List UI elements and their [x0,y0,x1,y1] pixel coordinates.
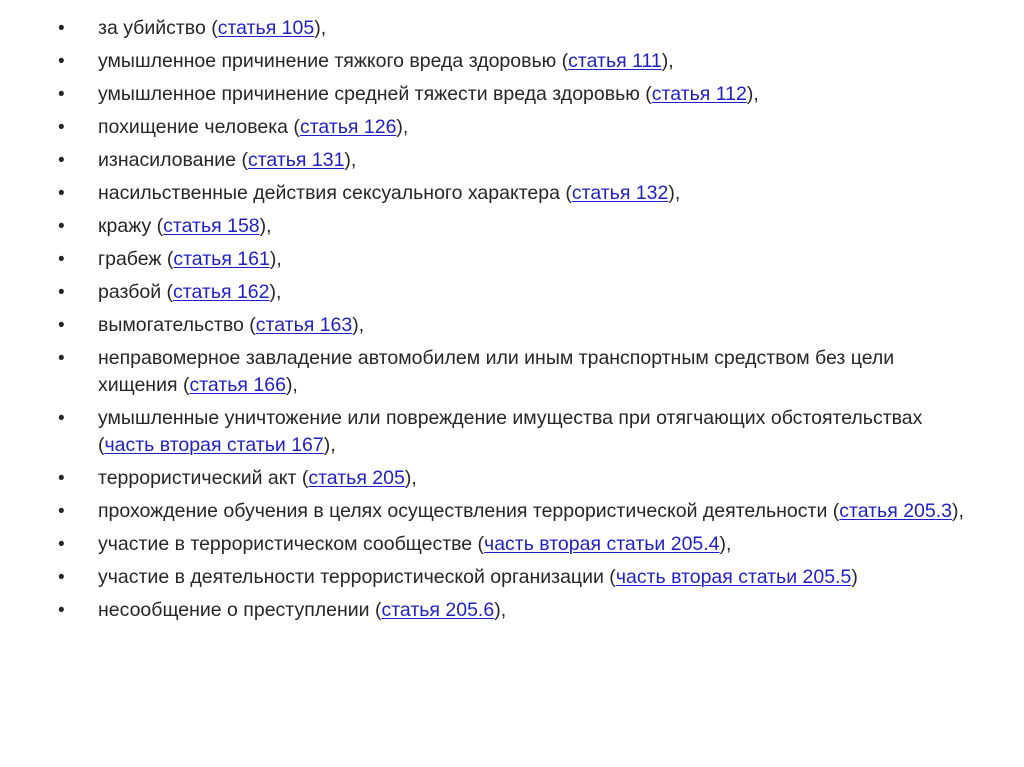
list-item [0,15,968,42]
bullet: • [58,183,65,204]
list-item [0,531,968,558]
article-link[interactable]: статья 162 [173,281,270,303]
item-suffix: ), [269,281,282,303]
item-suffix: ), [285,374,298,396]
article-link[interactable]: статья 205.3 [839,500,952,522]
bullet: • [58,51,65,72]
item-text: разбой ( [98,281,174,303]
article-link[interactable]: статья 126 [299,116,397,138]
bullet: • [58,348,65,369]
item-text: за убийство ( [98,17,218,39]
item-suffix: ), [494,599,507,621]
item-suffix: ), [352,314,365,336]
article-link[interactable]: статья 112 [651,83,747,105]
item-text: умышленное причинение тяжкого вреда здоровью ( [98,50,569,72]
bullet: • [58,216,65,237]
bullet: • [58,408,65,429]
item-suffix: ), [719,533,732,555]
list-item [0,405,968,459]
list-item [0,147,968,174]
bullet: • [58,18,65,39]
list-item [0,213,968,240]
article-link[interactable]: статья 205 [308,467,405,489]
article-link[interactable]: часть вторая статьи 205.5 [615,566,852,588]
list-item [0,81,968,108]
list-item [0,312,968,339]
article-link[interactable]: статья 163 [255,314,353,336]
bullet: • [58,567,65,588]
article-link[interactable]: статья 166 [189,374,286,396]
item-text: умышленные уничтожение или повреждение имущества при отягчающих обстоятельствах ( [98,407,923,456]
item-suffix: ), [952,500,964,522]
item-text: кражу ( [98,215,164,237]
item-suffix: ), [661,50,674,72]
item-text: прохождение обучения в целях осуществления террористической деятельности ( [98,500,840,522]
article-link[interactable]: статья 131 [247,149,345,171]
article-link[interactable]: статья 161 [173,248,270,270]
item-suffix: ), [314,17,327,39]
list-item [0,246,968,273]
item-text: умышленное причинение средней тяжести вреда здоровью ( [98,83,652,105]
article-link[interactable]: статья 205.6 [381,599,495,621]
item-text: похищение человека ( [98,116,300,138]
item-suffix: ), [668,182,681,204]
item-suffix: ) [851,566,858,588]
bullet: • [58,468,65,489]
item-text: террористический акт ( [98,467,309,489]
item-text: насильственные действия сексуального характера ( [98,182,572,204]
list-item [0,498,968,525]
bullet: • [58,249,65,270]
item-text: участие в террористическом сообществе ( [98,533,485,555]
article-link[interactable]: статья 158 [163,215,260,237]
list-item [0,564,968,591]
article-link[interactable]: часть вторая статьи 167 [104,434,324,456]
article-link[interactable]: статья 111 [568,50,662,72]
bullet: • [58,117,65,138]
item-text: неправомерное завладение автомобилем или иным транспортным средством без цели хищения ( [98,347,895,396]
bullet: • [58,600,65,621]
list-item [0,48,968,75]
item-text: несообщение о преступлении ( [98,599,382,621]
item-text: вымогательство ( [98,314,256,336]
item-suffix: ), [404,467,417,489]
item-suffix: ), [344,149,357,171]
bullet: • [58,84,65,105]
item-suffix: ), [746,83,759,105]
list-item [0,465,968,492]
bullet: • [58,501,65,522]
list-item [0,279,968,306]
bullet: • [58,282,65,303]
list-item [0,114,968,141]
list-item [0,345,968,399]
item-suffix: ), [323,434,336,456]
item-suffix: ), [259,215,272,237]
list-item [0,597,968,624]
item-suffix: ), [269,248,282,270]
bullet: • [58,534,65,555]
item-text: изнасилование ( [98,149,248,171]
list-item [0,180,968,207]
item-text: участие в деятельности террористической организации ( [98,566,616,588]
bullet: • [58,315,65,336]
item-text: грабеж ( [98,248,174,270]
crime-list [0,15,1024,630]
article-link[interactable]: часть вторая статьи 205.4 [484,533,720,555]
item-suffix: ), [396,116,409,138]
article-link[interactable]: статья 105 [217,17,315,39]
bullet: • [58,150,65,171]
article-link[interactable]: статья 132 [571,182,669,204]
